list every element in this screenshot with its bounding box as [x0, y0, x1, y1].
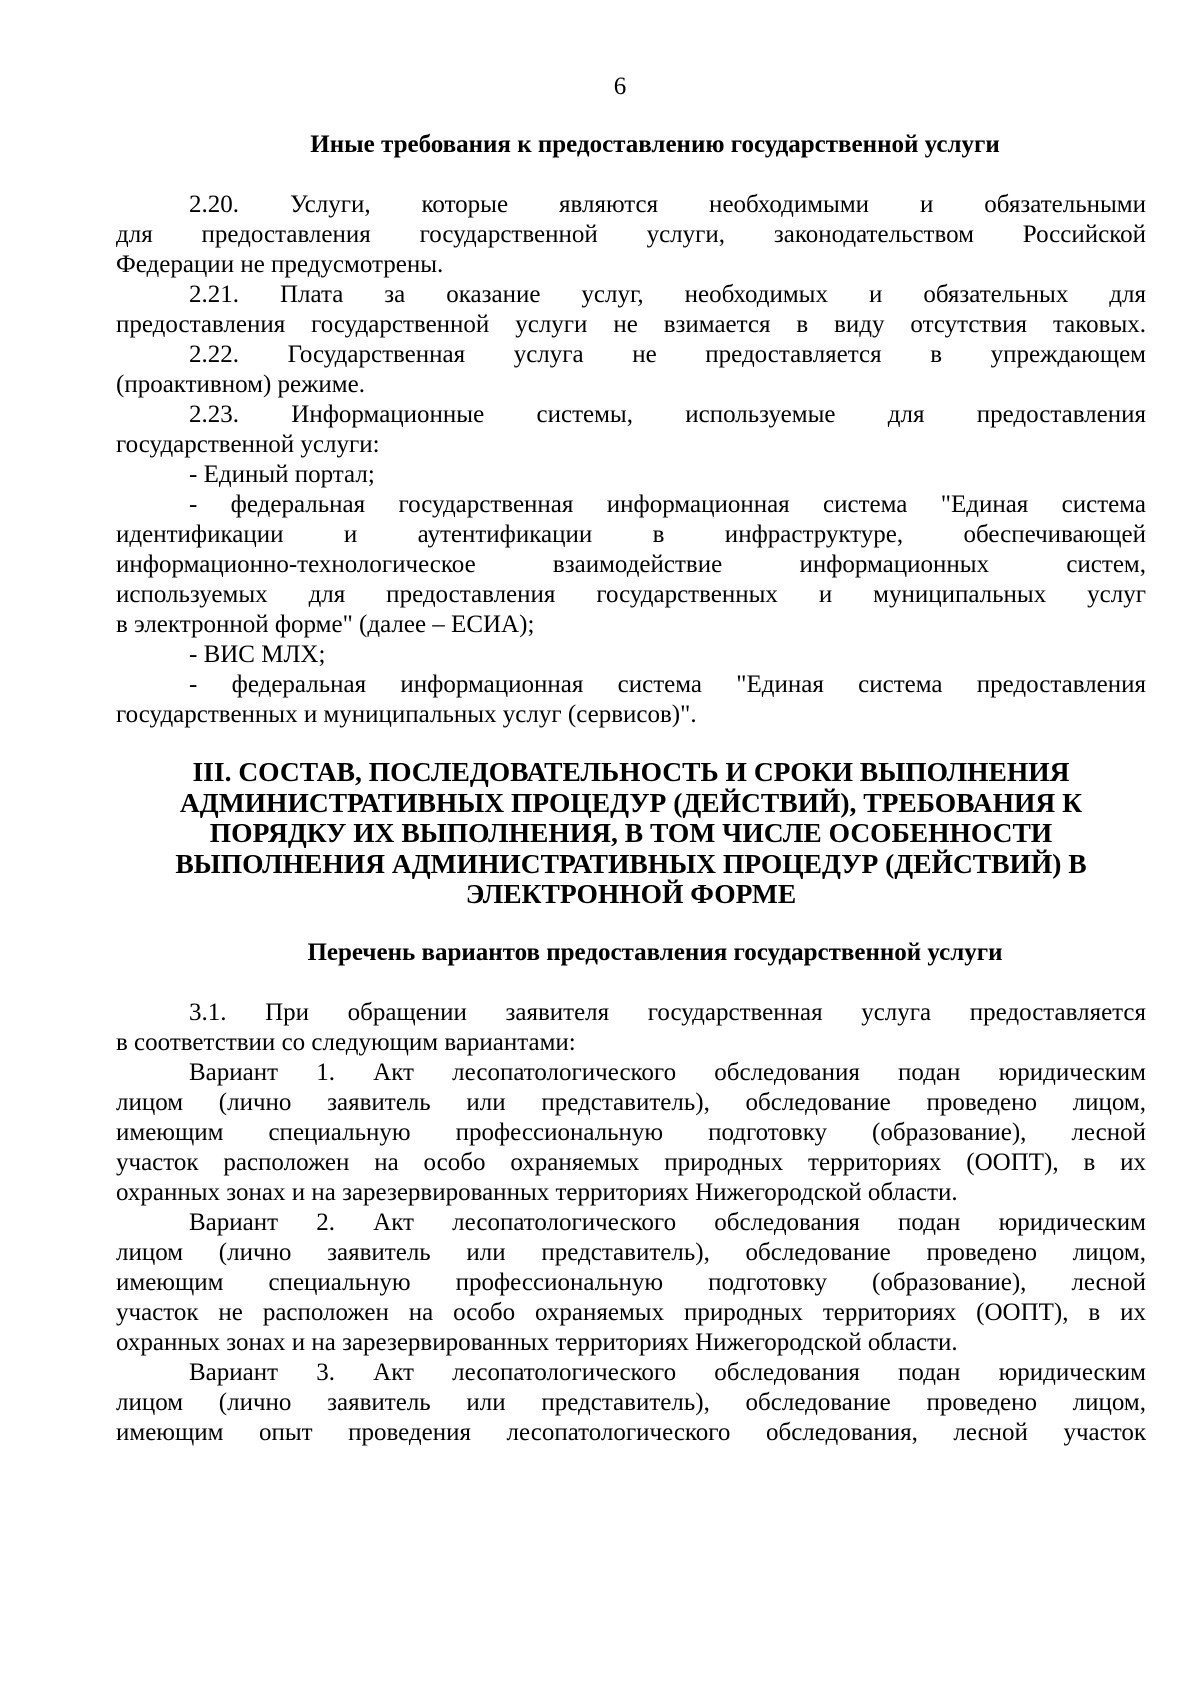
text-line: - ВИС МЛХ; [189, 641, 326, 668]
section-title-iii [116, 757, 1146, 910]
text-line: 2.21. Плата за оказание услуг, необходимых и обязательных для [189, 281, 1146, 308]
text-line: для предоставления государственной услуги, законодательством Российской [116, 221, 1146, 248]
text-line: охранных зонах и на зарезервированных территориях Нижегородской области. [116, 1329, 958, 1356]
section-title-line: ВЫПОЛНЕНИЯ АДМИНИСТРАТИВНЫХ ПРОЦЕДУР (ДЕЙСТВИЙ) В [175, 847, 1087, 879]
text-line: в электронной форме" (далее – ЕСИА); [116, 611, 535, 638]
text-line: Вариант 3. Акт лесопатологического обследования подан юридическим [189, 1359, 1146, 1386]
text-line: 3.1. При обращении заявителя государственная услуга предоставляется [189, 999, 1146, 1026]
text-line: участок расположен на особо охраняемых природных территориях (ООПТ), в их [116, 1149, 1146, 1176]
section-title-line: ПОРЯДКУ ИХ ВЫПОЛНЕНИЯ, В ТОМ ЧИСЛЕ ОСОБЕННОСТИ [209, 817, 1053, 848]
text-line: - федеральная государственная информационная система "Единая система [189, 491, 1146, 518]
text-line: участок не расположен на особо охраняемых природных территориях (ООПТ), в их [116, 1299, 1146, 1326]
heading-variants-list: Перечень вариантов предоставления государственной услуги [307, 939, 1003, 966]
text-line: лицом (лично заявитель или представитель), обследование проведено лицом, [116, 1089, 1146, 1116]
text-line: 2.20. Услуги, которые являются необходимыми и обязательными [189, 191, 1146, 218]
text-line: Вариант 1. Акт лесопатологического обследования подан юридическим [189, 1059, 1146, 1086]
text-line: Вариант 2. Акт лесопатологического обследования подан юридическим [189, 1209, 1146, 1236]
text-line: государственной услуги: [116, 431, 380, 458]
text-line: 2.22. Государственная услуга не предоставляется в упреждающем [189, 341, 1146, 368]
section-title-line: АДМИНИСТРАТИВНЫХ ПРОЦЕДУР (ДЕЙСТВИЙ), ТРЕБОВАНИЯ К [179, 786, 1083, 818]
text-line: имеющим опыт проведения лесопатологического обследования, лесной участок [116, 1419, 1146, 1446]
text-line: лицом (лично заявитель или представитель), обследование проведено лицом, [116, 1389, 1146, 1416]
text-line: Федерации не предусмотрены. [116, 251, 444, 278]
text-line: предоставления государственной услуги не взимается в виду отсутствия таковых. [116, 311, 1146, 338]
section-title-line: III. СОСТАВ, ПОСЛЕДОВАТЕЛЬНОСТЬ И СРОКИ ВЫПОЛНЕНИЯ [192, 756, 1070, 787]
text-line: лицом (лично заявитель или представитель), обследование проведено лицом, [116, 1239, 1146, 1266]
heading-other-requirements: Иные требования к предоставлению государственной услуги [310, 131, 1000, 158]
text-line: (проактивном) режиме. [116, 371, 365, 398]
text-line: 2.23. Информационные системы, используемые для предоставления [189, 401, 1146, 428]
text-line: государственных и муниципальных услуг (сервисов)". [116, 701, 697, 728]
paragraph-block-requirements [116, 190, 1146, 730]
text-line: - Единый портал; [189, 461, 375, 488]
text-line: имеющим специальную профессиональную подготовку (образование), лесной [116, 1119, 1146, 1146]
paragraph-block-variants [116, 998, 1146, 1448]
text-line: используемых для предоставления государственных и муниципальных услуг [116, 581, 1146, 608]
text-line: информационно-технологическое взаимодействие информационных систем, [116, 551, 1146, 578]
text-line: - федеральная информационная система "Единая система предоставления [189, 671, 1146, 698]
text-line: идентификации и аутентификации в инфраструктуре, обеспечивающей [116, 521, 1146, 548]
text-line: имеющим специальную профессиональную подготовку (образование), лесной [116, 1269, 1146, 1296]
text-line: охранных зонах и на зарезервированных территориях Нижегородской области. [116, 1179, 958, 1206]
text-line: в соответствии со следующим вариантами: [116, 1029, 576, 1056]
section-title-line: ЭЛЕКТРОННОЙ ФОРМЕ [465, 878, 797, 909]
page-number: 6 [613, 73, 627, 100]
